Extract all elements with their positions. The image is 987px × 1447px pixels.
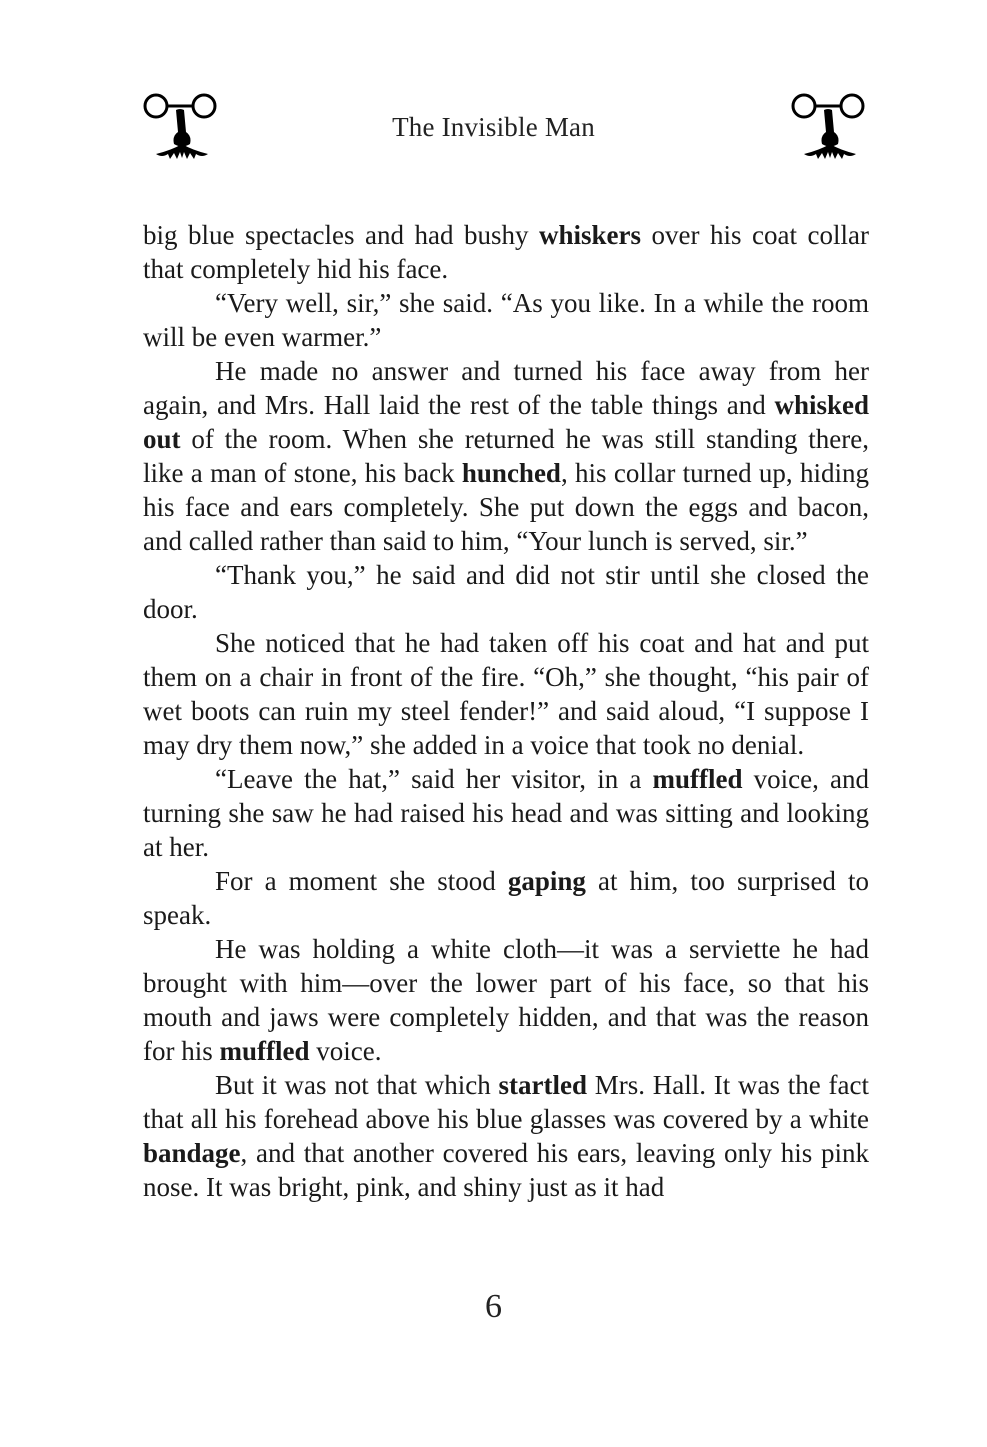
text-run: over his coat collar that completely hid his face.: [143, 220, 869, 284]
text-run: voice.: [309, 1036, 382, 1066]
text-run: voice, and turning she saw he had raised his head and was sitting and looking at her.: [143, 764, 869, 862]
bold-vocabulary-word: muffled: [652, 764, 743, 794]
bold-vocabulary-word: muffled: [219, 1036, 310, 1066]
bold-vocabulary-word: whiskers: [539, 220, 642, 250]
body-text: [143, 218, 869, 1204]
text-run: “Very well, sir,” she said. “As you like. In a while the room will be even warmer.”: [143, 288, 869, 352]
paragraph: [143, 864, 869, 932]
text-run: He made no answer and turned his face away from her again, and Mrs. Hall laid the rest of the table things and: [143, 356, 869, 420]
paragraph: [143, 558, 869, 626]
text-run: , and that another covered his ears, leaving only his pink nose. It was bright, pink, and shiny just as it had: [143, 1138, 869, 1202]
text-run: “Leave the hat,” said her visitor, in a: [215, 764, 653, 794]
paragraph: [143, 286, 869, 354]
text-run: But it was not that which: [215, 1070, 499, 1100]
paragraph: [143, 932, 869, 1068]
text-run: at him, too surprised to speak.: [143, 866, 869, 930]
text-run: of the room. When she returned he was still standing there, like a man of stone, his back: [143, 424, 869, 488]
text-run: , his collar turned up, hiding his face and ears completely. She put down the eggs and bacon, and called rather than said to him, “Your lunch is served, sir.”: [143, 458, 869, 556]
text-run: She noticed that he had taken off his coat and hat and put them on a chair in front of the fire. “Oh,” she thought, “his pair of wet boots can ruin my steel fender!” and said aloud, “I suppose I may dry them now,” she added in a voice that took no denial.: [143, 628, 869, 760]
page-header: [0, 0, 987, 200]
bold-vocabulary-word: gaping: [507, 866, 586, 896]
bold-vocabulary-word: bandage: [143, 1138, 241, 1168]
bold-vocabulary-word: whisked out: [143, 390, 869, 454]
text-run: He was holding a white cloth—it was a serviette he had brought with him—over the lower part of his face, so that his mouth and jaws were completely hidden, and that was the reason for his: [143, 934, 869, 1066]
paragraph: [143, 626, 869, 762]
paragraph: [143, 762, 869, 864]
text-run: big blue spectacles and had bushy: [143, 220, 539, 250]
paragraph: [143, 354, 869, 558]
text-run: Mrs. Hall. It was the fact that all his forehead above his blue glasses was covered by a white: [143, 1070, 869, 1134]
running-title: The Invisible Man: [392, 112, 595, 142]
text-run: For a moment she stood: [215, 866, 508, 896]
spectacles-nose-mustache-icon: [790, 92, 870, 162]
bold-vocabulary-word: startled: [498, 1070, 588, 1100]
paragraph: [143, 218, 869, 286]
page-number: 6: [485, 1288, 502, 1325]
bold-vocabulary-word: hunched: [461, 458, 561, 488]
paragraph: [143, 1068, 869, 1204]
text-run: “Thank you,” he said and did not stir until she closed the door.: [143, 560, 869, 624]
